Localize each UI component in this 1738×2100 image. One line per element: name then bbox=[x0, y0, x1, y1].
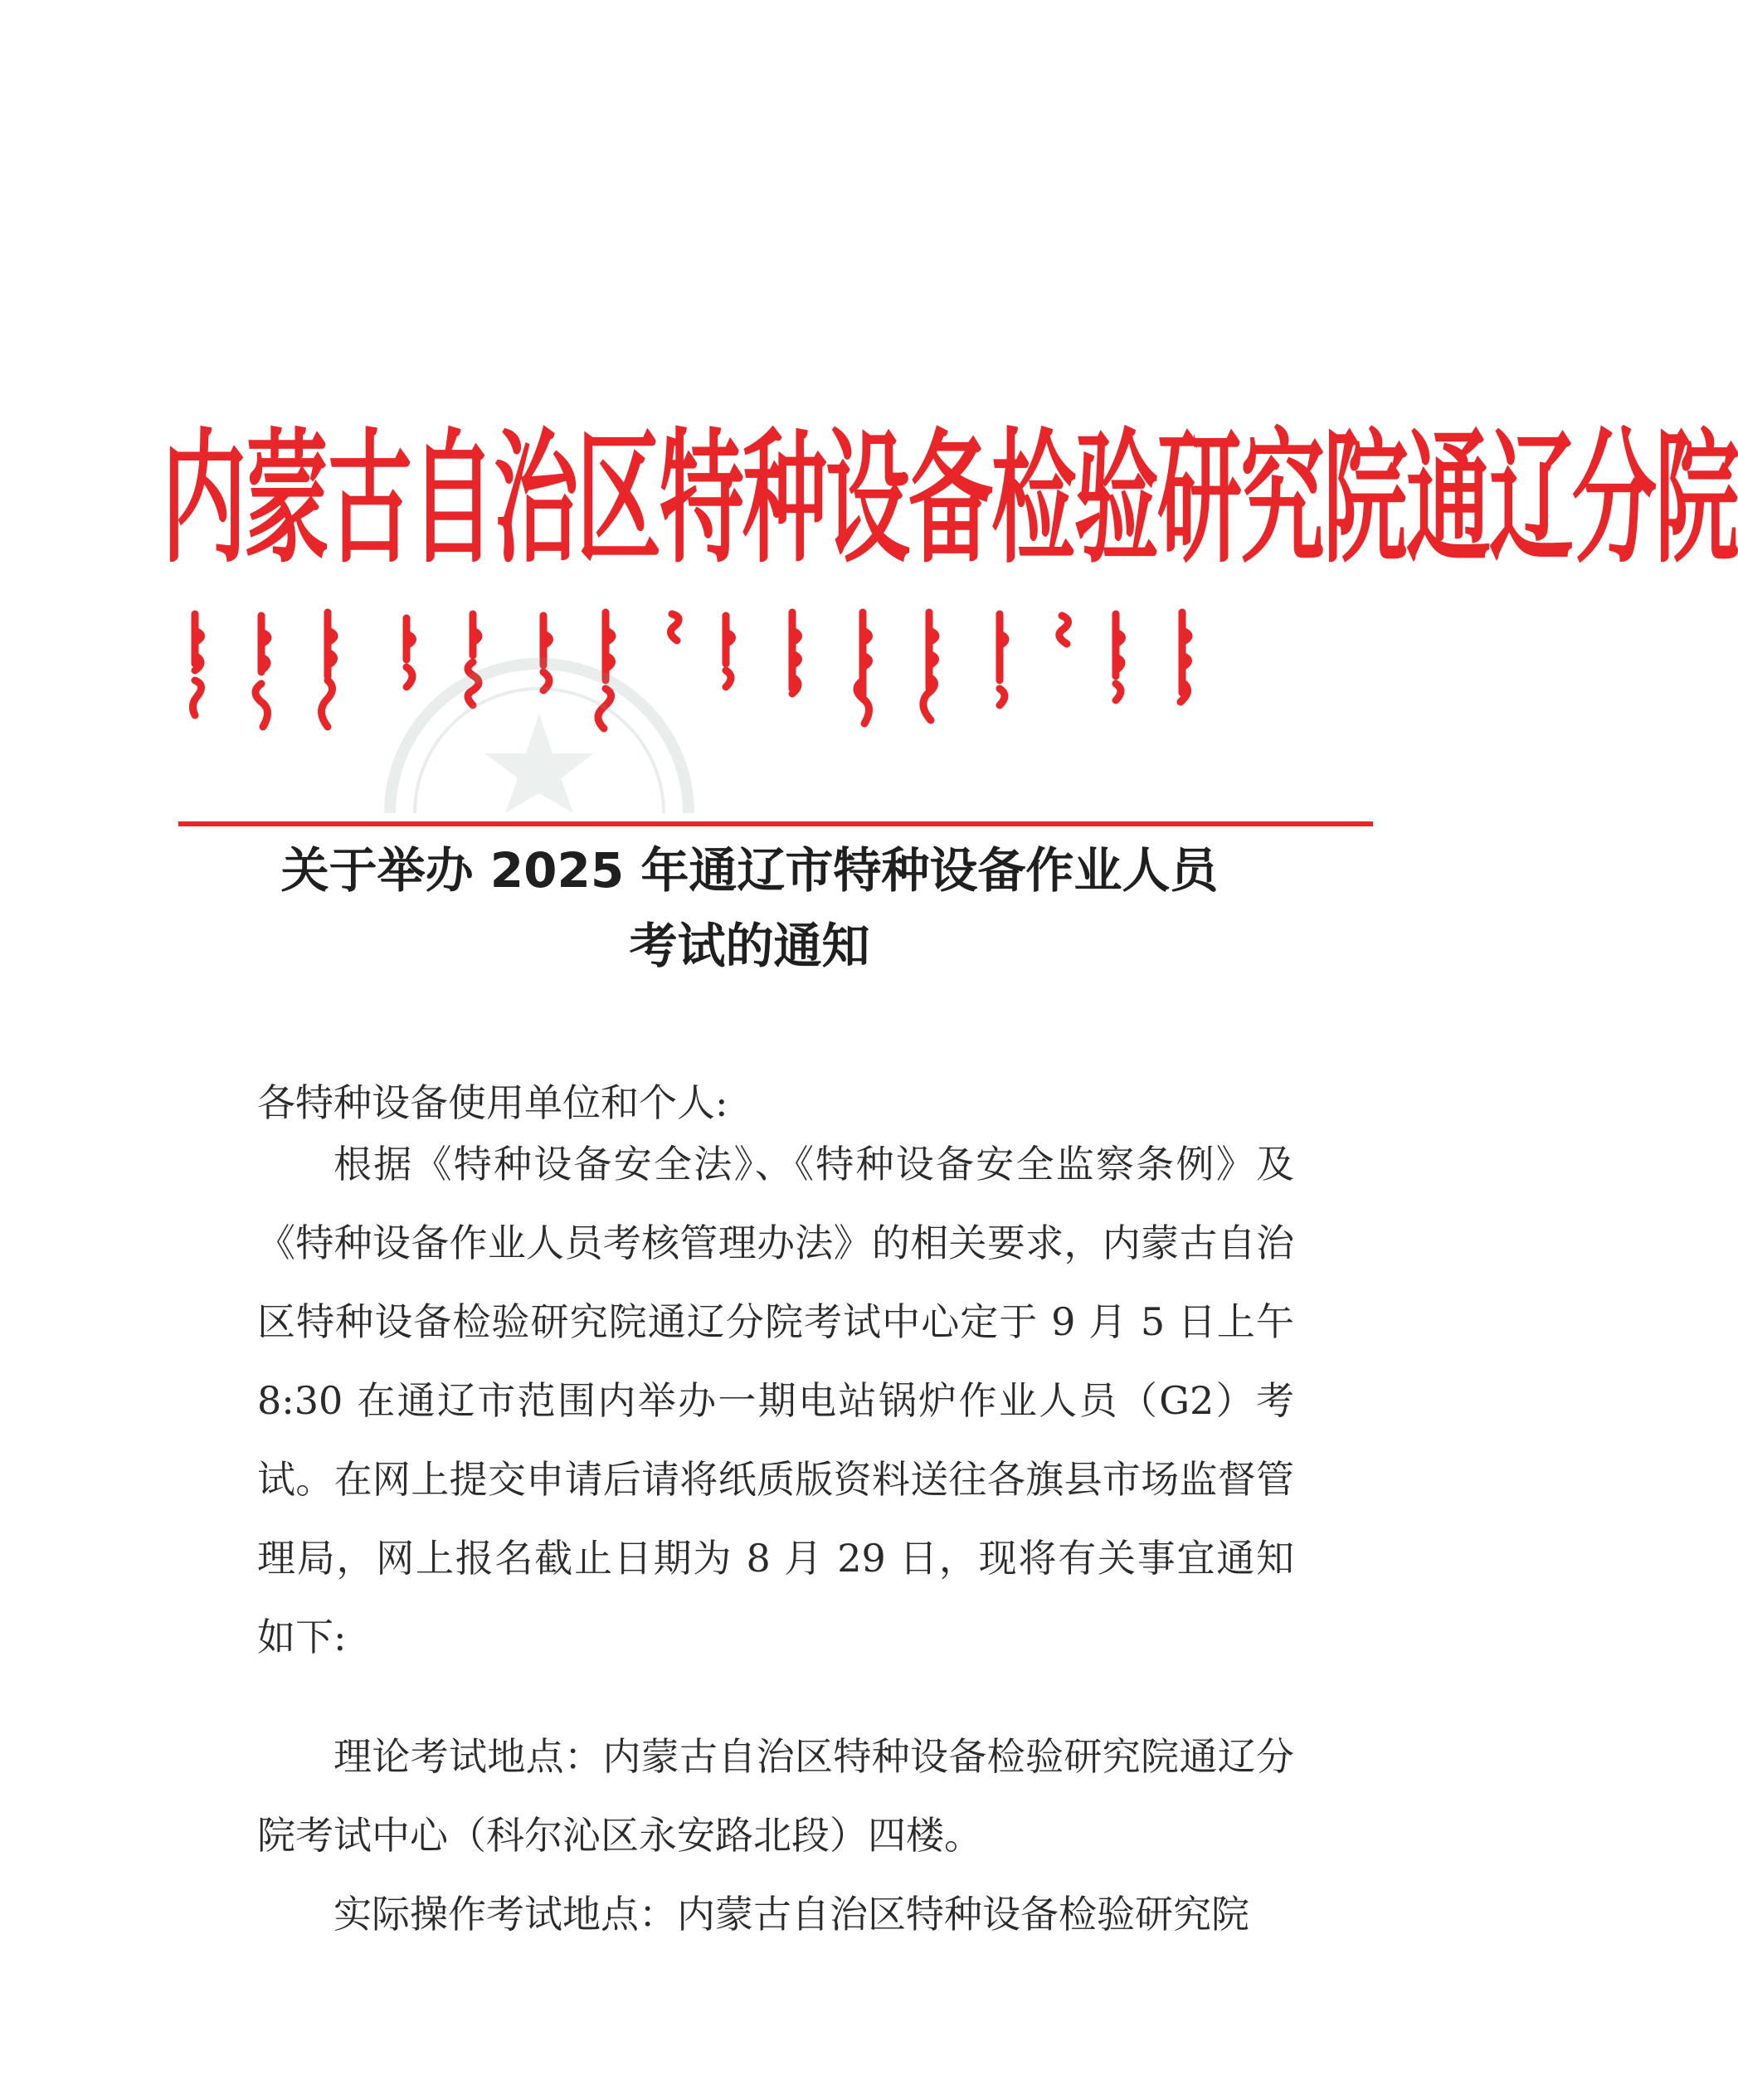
letterhead-org-name: 内蒙古自治区特种设备检验研究院通辽分院 bbox=[162, 416, 1738, 584]
paragraph-theory-exam-location: 理论考试地点：内蒙古自治区特种设备检验研究院通辽分院考试中心（科尔沁区永安路北段）四楼。 bbox=[257, 1734, 1294, 1858]
paragraph-basis-and-schedule: 根据《特种设备安全法》、《特种设备安全监察条例》及《特种设备作业人员考核管理办法》的相关要求，内蒙古自治区特种设备检验研究院通辽分院考试中心定于 9 月 5 日上午 8:30 在通辽市范围内举办一期电站锅炉作业人员（G2）考试。在网上提交申请后请将纸质版资料送往各旗县市场监督管理局，网上报名截止日期为 8 月 29 日，现将有关事宜通知如下: bbox=[257, 1142, 1294, 1659]
paragraph-practical-exam-location: 实际操作考试地点：内蒙古自治区特种设备检验研究院 bbox=[333, 1892, 1249, 1937]
mongolian-script-letterhead bbox=[174, 597, 1385, 743]
letterhead-divider bbox=[178, 821, 1373, 826]
official-seal bbox=[357, 597, 722, 813]
star-icon bbox=[484, 714, 594, 813]
salutation: 各特种设备使用单位和个人: bbox=[257, 1080, 728, 1125]
document-title-line-1: 关于举办 2025 年通辽市特种设备作业人员 bbox=[280, 842, 1219, 899]
document-title-line-2: 考试的通知 bbox=[629, 918, 870, 974]
